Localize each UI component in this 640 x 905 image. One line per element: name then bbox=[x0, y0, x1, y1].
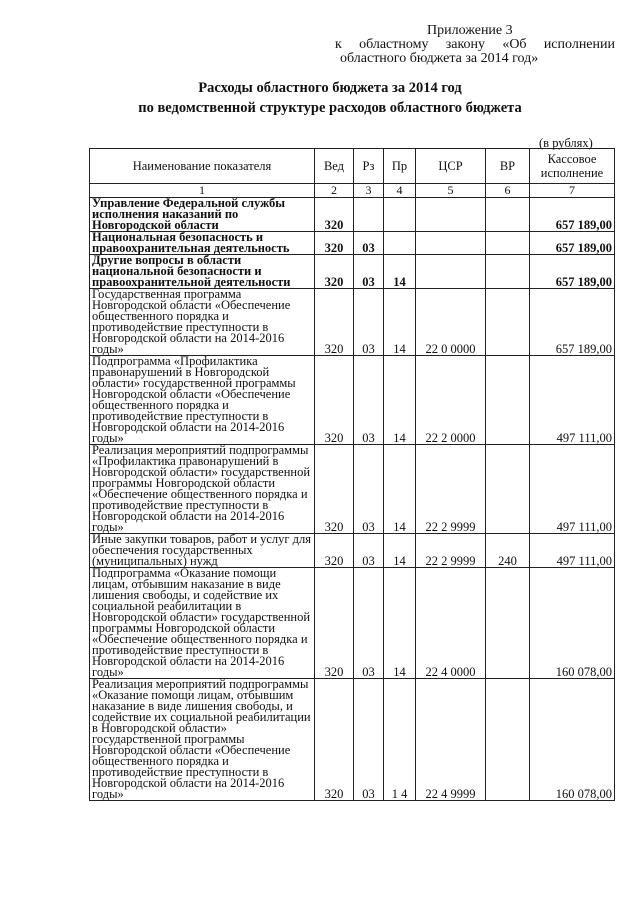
cell-csr: 22 4 9999 bbox=[416, 679, 486, 801]
table-header-row bbox=[90, 149, 615, 184]
table-row bbox=[90, 198, 615, 232]
header-vr: ВР bbox=[486, 149, 530, 184]
cell-ved: 320 bbox=[315, 679, 354, 801]
cell-pr: 14 bbox=[384, 534, 416, 568]
table-row bbox=[90, 534, 615, 568]
cell-ved: 320 bbox=[315, 198, 354, 232]
title-line-2: по ведомственной структуре расходов областного бюджета bbox=[138, 100, 522, 116]
table-row bbox=[90, 289, 615, 356]
cell-pr: 14 bbox=[384, 445, 416, 534]
cell-amount: 160 078,00 bbox=[530, 568, 615, 679]
header-amount: Кассовое исполнение bbox=[530, 149, 615, 184]
cell-pr bbox=[384, 232, 416, 255]
table-row bbox=[90, 255, 615, 289]
table-row bbox=[90, 679, 615, 801]
cell-csr bbox=[416, 232, 486, 255]
cell-rz: 03 bbox=[354, 289, 384, 356]
cell-rz: 03 bbox=[354, 356, 384, 445]
cell-name: Управление Федеральной службы исполнения наказаний по Новгородской области bbox=[90, 198, 315, 232]
cell-rz: 03 bbox=[354, 534, 384, 568]
col-number: 2 bbox=[315, 184, 354, 198]
cell-pr: 14 bbox=[384, 356, 416, 445]
cell-amount: 160 078,00 bbox=[530, 679, 615, 801]
cell-csr: 22 4 0000 bbox=[416, 568, 486, 679]
cell-pr: 1 4 bbox=[384, 679, 416, 801]
cell-rz: 03 bbox=[354, 679, 384, 801]
cell-rz: 03 bbox=[354, 232, 384, 255]
cell-name: Подпрограмма «Профилактика правонарушений в Новгородской области» государственной программы Новгородской области «Обеспечение общественного порядка и противодействие преступности в Новгородской области на 2014-2016 годы» bbox=[90, 356, 315, 445]
cell-ved: 320 bbox=[315, 255, 354, 289]
cell-name: Государственная программа Новгородской области «Обеспечение общественного порядка и противодействие преступности в Новгородской области на 2014-2016 годы» bbox=[90, 289, 315, 356]
appendix-note bbox=[335, 24, 615, 66]
header-rz: Рз bbox=[354, 149, 384, 184]
cell-name: Другие вопросы в области национальной безопасности и правоохранительной деятельности bbox=[90, 255, 315, 289]
cell-ved: 320 bbox=[315, 445, 354, 534]
appendix-line-3: областного бюджета за 2014 год» bbox=[340, 51, 539, 66]
cell-name: Реализация мероприятий подпрограммы «Профилактика правонарушений в Новгородской области» государственной программы Новгородской области «Обеспечение общественного порядка и противодействие преступности в Новгородской области на 2014-2016 годы» bbox=[90, 445, 315, 534]
cell-rz: 03 bbox=[354, 445, 384, 534]
cell-vr bbox=[486, 356, 530, 445]
cell-ved: 320 bbox=[315, 568, 354, 679]
cell-name: Реализация мероприятий подпрограммы «Оказание помощи лицам, отбывшим наказание в виде лишения свободы, и содействие их социальной реабилитации в Новгородской области» государственной программы Новгородской области «Обеспечение общественного порядка и противодействие преступности в Новгородской области на 2014-2016 годы» bbox=[90, 679, 315, 801]
cell-amount: 497 111,00 bbox=[530, 445, 615, 534]
units-note: (в рублях) bbox=[539, 136, 593, 150]
cell-name: Подпрограмма «Оказание помощи лицам, отбывшим наказание в виде лишения свободы, и содействие их социальной реабилитации в Новгородской области» государственной программы Новгородской области «Обеспечение общественного порядка и противодействие преступности в Новгородской области на 2014-2016 годы» bbox=[90, 568, 315, 679]
col-number: 4 bbox=[384, 184, 416, 198]
cell-vr bbox=[486, 232, 530, 255]
cell-rz: 03 bbox=[354, 255, 384, 289]
cell-vr bbox=[486, 289, 530, 356]
cell-rz: 03 bbox=[354, 568, 384, 679]
cell-vr bbox=[486, 445, 530, 534]
cell-name: Национальная безопасность и правоохранительная деятельность bbox=[90, 232, 315, 255]
cell-amount: 657 189,00 bbox=[530, 232, 615, 255]
col-number: 7 bbox=[530, 184, 615, 198]
cell-csr bbox=[416, 255, 486, 289]
document-title bbox=[60, 78, 600, 118]
cell-csr: 22 2 9999 bbox=[416, 534, 486, 568]
budget-table bbox=[89, 148, 615, 801]
header-ved: Вед bbox=[315, 149, 354, 184]
cell-vr: 240 bbox=[486, 534, 530, 568]
cell-amount: 497 111,00 bbox=[530, 356, 615, 445]
cell-csr bbox=[416, 198, 486, 232]
cell-ved: 320 bbox=[315, 232, 354, 255]
header-csr: ЦСР bbox=[416, 149, 486, 184]
cell-vr bbox=[486, 198, 530, 232]
cell-csr: 22 2 9999 bbox=[416, 445, 486, 534]
cell-amount: 657 189,00 bbox=[530, 289, 615, 356]
header-name: Наименование показателя bbox=[90, 149, 315, 184]
cell-ved: 320 bbox=[315, 534, 354, 568]
appendix-line-2: к областному закону «Об исполнении bbox=[335, 37, 615, 52]
cell-csr: 22 2 0000 bbox=[416, 356, 486, 445]
table-row bbox=[90, 356, 615, 445]
cell-pr bbox=[384, 198, 416, 232]
appendix-line-1: Приложение 3 bbox=[427, 23, 513, 38]
col-number: 6 bbox=[486, 184, 530, 198]
table-row bbox=[90, 445, 615, 534]
col-number: 1 bbox=[90, 184, 315, 198]
cell-ved: 320 bbox=[315, 289, 354, 356]
cell-amount: 497 111,00 bbox=[530, 534, 615, 568]
col-number: 5 bbox=[416, 184, 486, 198]
cell-amount: 657 189,00 bbox=[530, 255, 615, 289]
table-row bbox=[90, 232, 615, 255]
cell-amount: 657 189,00 bbox=[530, 198, 615, 232]
cell-vr bbox=[486, 255, 530, 289]
cell-vr bbox=[486, 568, 530, 679]
cell-pr: 14 bbox=[384, 289, 416, 356]
cell-vr bbox=[486, 679, 530, 801]
table-row bbox=[90, 568, 615, 679]
header-pr: Пр bbox=[384, 149, 416, 184]
title-line-1: Расходы областного бюджета за 2014 год bbox=[198, 80, 462, 96]
cell-ved: 320 bbox=[315, 356, 354, 445]
cell-name: Иные закупки товаров, работ и услуг для обеспечения государственных (муниципальных) нужд bbox=[90, 534, 315, 568]
cell-pr: 14 bbox=[384, 568, 416, 679]
cell-pr: 14 bbox=[384, 255, 416, 289]
cell-rz bbox=[354, 198, 384, 232]
col-number: 3 bbox=[354, 184, 384, 198]
cell-csr: 22 0 0000 bbox=[416, 289, 486, 356]
